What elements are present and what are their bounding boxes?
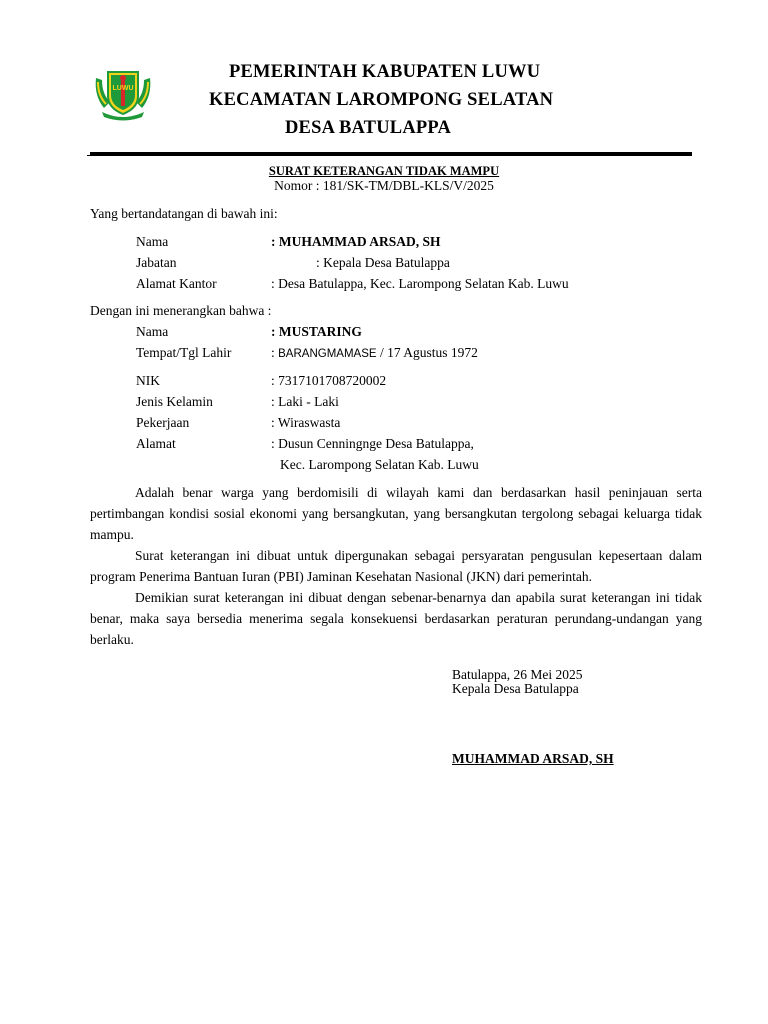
subject-address-line-2: Kec. Larompong Selatan Kab. Luwu (280, 457, 479, 472)
subject-gender-label: Jenis Kelamin (136, 394, 213, 409)
signature-title: Kepala Desa Batulappa (452, 681, 579, 696)
letterhead-line-2: KECAMATAN LAROMPONG SELATAN (209, 90, 554, 110)
subject-birth-value (271, 345, 478, 361)
signer-position-label: Jabatan (136, 255, 177, 270)
letterhead-divider (90, 152, 692, 156)
signature-place-date: Batulappa, 26 Mei 2025 (452, 667, 583, 682)
signer-office-value: : Desa Batulappa, Kec. Larompong Selatan Kab. Luwu (271, 276, 569, 291)
subject-job-label: Pekerjaan (136, 415, 190, 430)
document-number: Nomor : 181/SK-TM/DBL-KLS/V/2025 (274, 178, 494, 193)
signature-name: MUHAMMAD ARSAD, SH (452, 751, 614, 766)
subject-gender-value: : Laki - Laki (271, 394, 339, 409)
signer-name-value: : MUHAMMAD ARSAD, SH (271, 234, 441, 249)
letterhead-line-3: DESA BATULAPPA (285, 118, 452, 138)
signer-office-label: Alamat Kantor (136, 276, 217, 291)
subject-name-value: : MUSTARING (271, 324, 362, 339)
luwu-regency-logo (92, 66, 154, 122)
intro-text: Yang bertandatangan di bawah ini: (90, 206, 278, 221)
subject-nik-label: NIK (136, 373, 160, 388)
birth-colon: : (271, 345, 275, 360)
subject-address-line-1: : Dusun Cenningnge Desa Batulappa, (271, 436, 474, 451)
paragraph-2: Surat keterangan ini dibuat untuk dipergunakan sebagai persyaratan pengusulan kepesertaan dalam program Penerima Bantuan Iuran (PBI) Jaminan Kesehatan Nasional (JKN) dari pemerintah. (90, 548, 702, 584)
statement-text: Dengan ini menerangkan bahwa : (90, 303, 272, 318)
subject-nik-value: : 7317101708720002 (271, 373, 387, 388)
logo-text: LUWU (112, 85, 134, 92)
subject-address-label: Alamat (136, 436, 176, 451)
birth-date: / 17 Agustus 1972 (376, 345, 478, 360)
signer-name-label: Nama (136, 234, 169, 249)
subject-job-value: : Wiraswasta (271, 415, 341, 430)
document-title: SURAT KETERANGAN TIDAK MAMPU (268, 164, 500, 178)
birth-place: BARANGMAMASE (278, 348, 377, 360)
letterhead-line-1: PEMERINTAH KABUPATEN LUWU (229, 62, 541, 82)
subject-birth-label: Tempat/Tgl Lahir (136, 345, 232, 360)
subject-name-label: Nama (136, 324, 169, 339)
paragraph-1: Adalah benar warga yang berdomisili di wilayah kami dan berdasarkan hasil peninjauan serta pertimbangan kondisi sosial ekonomi yang bersangkutan, yang bersangkutan tergolong sebagai keluarga tidak mampu. (90, 485, 702, 542)
paragraph-3: Demikian surat keterangan ini dibuat dengan sebenar-benarnya dan apabila surat keterangan ini tidak benar, maka saya bersedia menerima segala konsekuensi berdasarkan peraturan perundang-undangan yang berlaku. (90, 590, 702, 647)
signer-position-value: : Kepala Desa Batulappa (316, 255, 450, 270)
